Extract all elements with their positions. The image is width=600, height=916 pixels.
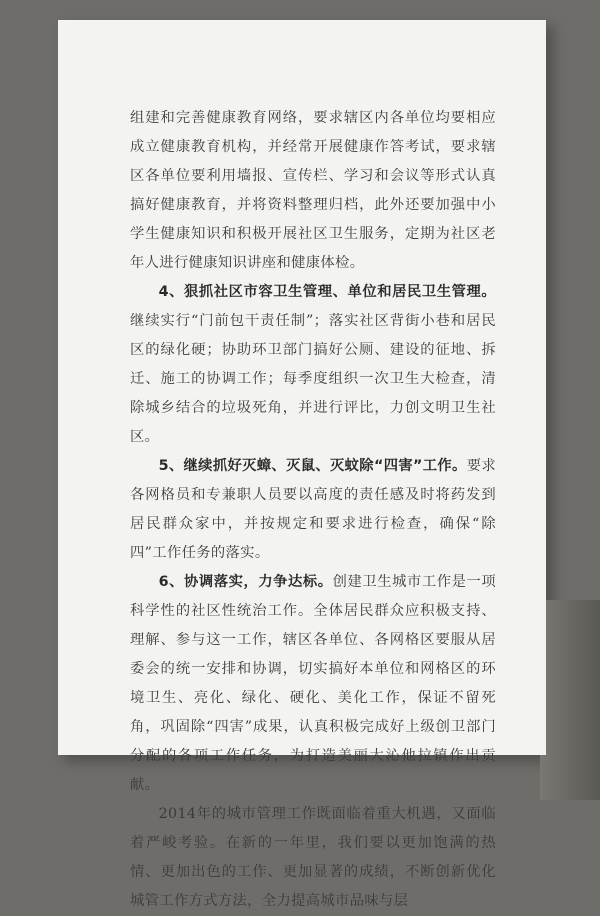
paper-sheet bbox=[58, 20, 546, 909]
paragraph-3 bbox=[130, 452, 496, 568]
paragraph-3-text: 要求各网格员和专兼职人员要以高度的责任感及时将药发到居民群众家中，并按规定和要求进行检查，确保“除四”工作任务的落实。 bbox=[130, 458, 496, 561]
paragraph-5-text: 2014年的城市管理工作既面临着重大机遇，又面临着严峻考验。在新的一年里，我们要以更加饱满的热情、更加出色的工作、更加显著的成绩，不断创新优化城管工作方式方法，全力提高城市品味与层 bbox=[130, 806, 496, 909]
paragraph-2-heading: 4、狠抓社区市容卫生管理、单位和居民卫生管理。 bbox=[158, 284, 496, 300]
paragraph-4-heading: 6、协调落实，力争达标。 bbox=[158, 574, 333, 590]
paragraph-2 bbox=[130, 278, 496, 452]
paragraph-5 bbox=[130, 800, 496, 916]
paragraph-3-heading: 5、继续抓好灭蟑、灭鼠、灭蚊除“四害”工作。 bbox=[158, 458, 467, 474]
background-surface bbox=[540, 600, 600, 800]
paragraph-2-text: 继续实行“门前包干责任制”；落实社区背街小巷和居民区的绿化硬；协助环卫部门搞好公厕、建设的征地、拆迁、施工的协调工作；每季度组织一次卫生大检查，清除城乡结合的垃圾死角，并进行评比，力创文明卫生社区。 bbox=[130, 313, 496, 445]
paragraph-4 bbox=[130, 568, 496, 800]
paragraph-4-text: 创建卫生城市工作是一项科学性的社区性统治工作。全体居民群众应积极支持、理解、参与这一工作，辖区各单位、各网格区要服从居委会的统一安排和协调，切实搞好本单位和网格区的环境卫生、亮化、绿化、硬化、美化工作，保证不留死角，巩固除“四害”成果，认真积极完成好上级创卫部门分配的各项工作任务，为打造美丽大沁他拉镇作出贡献。 bbox=[130, 574, 496, 793]
paragraph-1-text: 组建和完善健康教育网络，要求辖区内各单位均要相应成立健康教育机构，并经常开展健康作答考试，要求辖区各单位要利用墙报、宣传栏、学习和会议等形式认真搞好健康教育，并将资料整理归档，此外还要加强中小学生健康知识和积极开展社区卫生服务，定期为社区老年人进行健康知识讲座和健康体检。 bbox=[130, 110, 496, 271]
paragraph-1 bbox=[130, 104, 496, 278]
